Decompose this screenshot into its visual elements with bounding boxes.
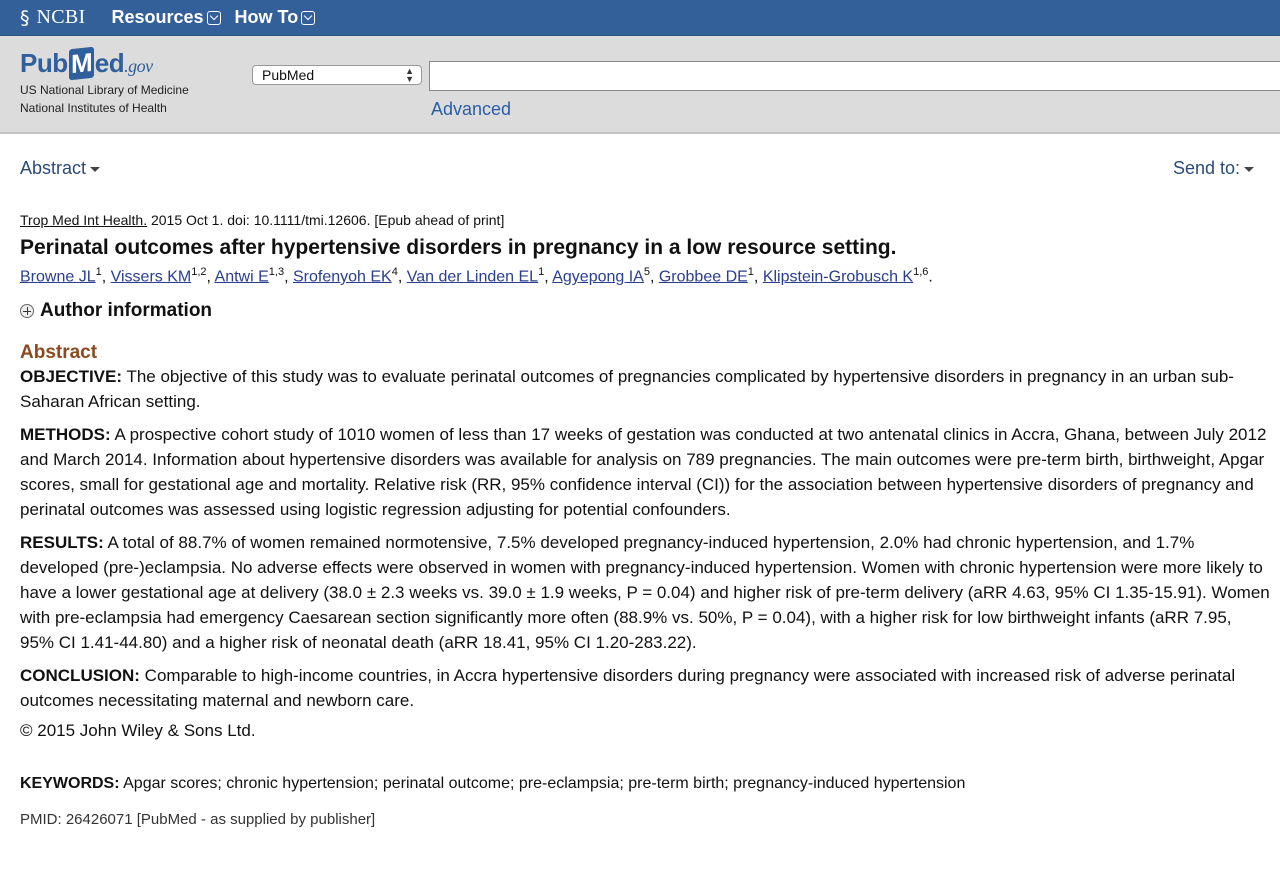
author-information-label: Author information [40,300,213,322]
pubmed-wordmark: Pub M ed.gov [20,46,153,80]
author-affiliation: 5 [643,266,650,278]
author-link[interactable]: Van der Linden EL [406,268,539,286]
author-affiliation: 1,6 [913,266,929,278]
citation [20,212,1270,228]
how-to-menu[interactable] [235,7,316,28]
org-line-1: US National Library of Medicine [20,83,189,97]
author-affiliation: 1 [95,266,102,278]
author-link[interactable]: Browne JL [20,268,96,286]
plus-icon [20,304,34,318]
resources-menu-label: Resources [111,7,204,27]
section-text: Comparable to high-income countries, in Accra hypertensive disorders during pregnancy were associated with increased risk of adverse perinatal outcomes necessitating maternal and newborn care. [20,666,1236,711]
advanced-search-link[interactable]: Advanced [431,99,512,119]
search-header [0,36,1280,134]
chevron-down-icon [207,11,221,25]
ncbi-logo-text: NCBI [36,6,86,28]
search-input[interactable] [429,61,1280,91]
abstract-section-methods [20,422,1270,522]
keywords-text: Apgar scores; chronic hypertension; perinatal outcome; pre-eclampsia; pre-term birth; pregnancy-induced hypertension [119,775,966,793]
journal-link[interactable]: Trop Med Int Health. [20,212,148,228]
section-text: The objective of this study was to evaluate perinatal outcomes of pregnancies complicated by hypertensive disorders in pregnancy in an urban sub-Saharan African setting. [20,367,1234,412]
ncbi-top-bar [0,0,1280,36]
org-line-2: National Institutes of Health [20,101,167,115]
abstract-heading: Abstract [20,342,98,364]
author-affiliation: 1 [538,266,545,278]
section-text: A prospective cohort study of 1010 women of less than 17 weeks of gestation was conducted at two antenatal clinics in Accra, Ghana, between July 2012 and March 2014. Information about hypertensive disorders was available for analysis on 789 pregnancies. The main outcomes were pre-term birth, birthweight, Apgar scores, small for gestational age and mortality. Relative risk (RR, 95% confidence interval (CI)) for the association between hypertensive disorders of pregnancy and perinatal outcomes was assessed using logistic regression adjusting for potential confounders. [20,425,1267,520]
ncbi-helix-icon: § [20,6,30,29]
keywords-label: KEYWORDS: [20,775,120,793]
section-label: RESULTS: [20,533,104,553]
send-to-menu[interactable] [1173,158,1254,179]
author-link[interactable]: Agyepong IA [552,268,644,286]
database-select[interactable] [252,65,422,85]
keywords [20,775,1270,793]
database-select-value: PubMed [262,67,315,83]
ncbi-logo[interactable] [20,6,85,29]
select-arrows-icon: ▲ ▼ [405,66,414,84]
resources-menu[interactable] [111,7,220,28]
author-link[interactable]: Vissers KM [110,268,192,286]
author-link[interactable]: Grobbee DE [658,268,748,286]
display-format-label: Abstract [20,158,87,178]
author-link[interactable]: Antwi E [214,268,269,286]
abstract-section-objective [20,364,1270,414]
section-label: OBJECTIVE: [20,367,123,387]
article-title: Perinatal outcomes after hypertensive disorders in pregnancy in a low resource setting. [20,236,897,259]
abstract-section-results [20,530,1270,655]
section-label: CONCLUSION: [20,666,140,686]
caret-down-icon [1244,167,1254,172]
author-affiliation: 1,2 [191,266,207,278]
how-to-menu-label: How To [234,7,299,27]
author-link[interactable]: Srofenyoh EK [292,268,392,286]
author-information-toggle[interactable] [20,300,1270,322]
display-format-menu[interactable] [20,158,100,179]
author-affiliation: 1,3 [268,266,285,278]
caret-down-icon [90,167,100,172]
citation-details: 2015 Oct 1. doi: 10.1111/tmi.12606. [Epub ahead of print] [147,212,505,228]
article-content [20,212,1270,828]
author-list: Browne $JL^1$, Vissers KM$^{1,2}$, Antwi E$^{1,3}$, Srofenyoh $EK^4$, Van der Linden $EL^1$, Agyepong $IA^5$, Grobbee $DE^1$, Klipstein-Grobusch K$^{1,6}$. [20,266,933,286]
section-label: METHODS: [20,425,111,445]
pmid-line: PMID: 26426071 [PubMed - as supplied by publisher] [20,811,376,829]
author-link[interactable]: Klipstein-Grobusch K [762,268,914,286]
send-to-label: Send to: [1172,158,1240,178]
author-affiliation: 4 [391,266,398,278]
section-text: A total of 88.7% of women remained normotensive, 7.5% developed pregnancy-induced hypertension, 2.0% had chronic hypertension, and 1.7% developed (pre-)eclampsia. No adverse effects were observed in women with pregnancy-induced hypertension. Women with chronic hypertension were more likely to have a lower gestational age at delivery (38.0 ± 2.3 weeks vs. 39.0 ± 1.9 weeks, P = 0.04) and higher risk of pre-term delivery (aRR 4.63, 95% CI 1.35-15.91). Women with pre-eclampsia had emergency Caesarean section significantly more often (88.9% vs. 50%, P = 0.04), with a higher risk for low birthweight infants (aRR 7.95, 95% CI 1.41-44.80) and a higher risk of neonatal death (aRR 18.41, 95% CI 1.20-283.22). [20,533,1270,653]
author-affiliation: 1 [747,266,754,278]
chevron-down-icon [301,11,315,25]
copyright-notice: © 2015 John Wiley & Sons Ltd. [20,721,256,741]
abstract-section-conclusion [20,663,1270,713]
pubmed-logo[interactable] [20,48,189,115]
